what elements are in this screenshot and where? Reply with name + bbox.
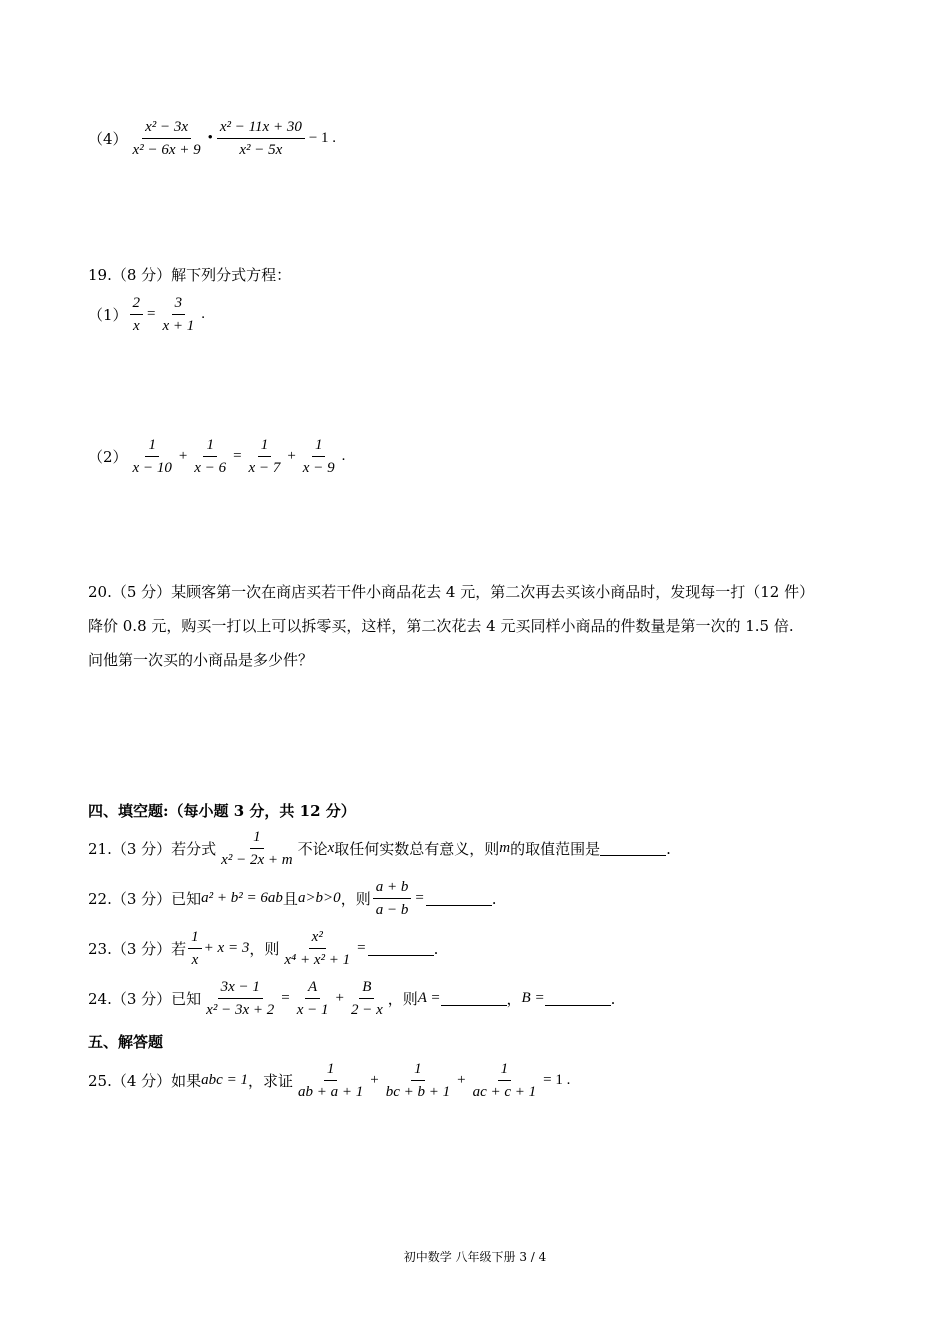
equals-sign: = bbox=[415, 890, 424, 906]
period: . bbox=[610, 989, 616, 1008]
answer-blank[interactable] bbox=[368, 941, 434, 956]
part-label: （1） bbox=[88, 306, 128, 324]
b-label: B = bbox=[521, 990, 545, 1006]
variable-m: m bbox=[499, 840, 511, 856]
q20-line-2: 降价 0.8 元，购买一打以上可以拆零买，这样，第二次花去 4 元买同样小商品的件数量是第一次的 1.5 倍. bbox=[88, 617, 794, 635]
denominator: x − 10 bbox=[132, 460, 172, 476]
question-text: ，求证 bbox=[247, 1072, 293, 1090]
plus-sign: + bbox=[335, 990, 344, 1006]
section-5-heading: 五、解答题 bbox=[88, 1033, 164, 1051]
numerator: 1 bbox=[145, 436, 159, 457]
fraction bbox=[130, 294, 144, 335]
equals-sign: = bbox=[357, 940, 366, 956]
denominator: ab + a + 1 bbox=[297, 1084, 364, 1100]
question-prefix: 23.（3 分）若 bbox=[88, 940, 187, 958]
section-4-heading: 四、填空题:（每小题 3 分，共 12 分） bbox=[88, 802, 356, 820]
numerator: x² − 3x bbox=[142, 118, 191, 139]
separator: ， bbox=[506, 990, 522, 1008]
denominator: x − 1 bbox=[296, 1002, 329, 1018]
question-text: 且 bbox=[282, 890, 298, 908]
numerator: 1 bbox=[324, 1060, 338, 1081]
fraction bbox=[130, 118, 204, 159]
denominator: x bbox=[191, 952, 199, 968]
plus-sign: + bbox=[178, 448, 188, 464]
question-text: ，则 bbox=[249, 940, 280, 958]
equals-sign: = bbox=[147, 306, 156, 322]
fraction bbox=[281, 928, 353, 969]
plus-sign: + bbox=[370, 1072, 379, 1088]
denominator: x − 6 bbox=[194, 460, 227, 476]
condition: a² + b² = 6ab bbox=[201, 890, 283, 906]
numerator: 3x − 1 bbox=[218, 978, 263, 999]
equals-sign: = bbox=[281, 990, 290, 1006]
numerator: 1 bbox=[258, 436, 272, 457]
numerator: B bbox=[359, 978, 374, 999]
denominator: 2 − x bbox=[350, 1002, 383, 1018]
denominator: x² − 6x + 9 bbox=[132, 142, 201, 158]
denominator: x² − 2x + m bbox=[221, 852, 293, 868]
numerator: 1 bbox=[250, 828, 264, 849]
numerator: x² bbox=[309, 928, 326, 949]
question-prefix: 22.（3 分）已知 bbox=[88, 890, 202, 908]
part-label: （2） bbox=[88, 448, 128, 466]
fraction bbox=[300, 436, 338, 477]
numerator: 1 bbox=[203, 436, 217, 457]
denominator: bc + b + 1 bbox=[385, 1084, 451, 1100]
plus-sign: + bbox=[287, 448, 296, 464]
fraction bbox=[217, 118, 305, 159]
period: . bbox=[201, 306, 206, 322]
fraction bbox=[373, 878, 412, 919]
question-text: 不论 bbox=[297, 840, 328, 858]
denominator: x − 7 bbox=[248, 460, 281, 476]
numerator: 2 bbox=[130, 294, 144, 315]
expression-tail: = 1 . bbox=[543, 1072, 571, 1088]
denominator: a − b bbox=[375, 902, 409, 918]
q19-title: 19.（8 分）解下列分式方程： bbox=[88, 266, 292, 284]
period: . bbox=[666, 839, 671, 858]
fraction bbox=[130, 436, 175, 477]
numerator: x² − 11x + 30 bbox=[217, 118, 305, 139]
condition: abc = 1 bbox=[201, 1072, 248, 1088]
equals-sign: = bbox=[233, 448, 242, 464]
q20-line-1: 20.（5 分）某顾客第一次在商店买若干件小商品花去 4 元，第二次再去买该小商品时，发现每一打（12 件） bbox=[88, 583, 815, 601]
fraction bbox=[294, 978, 332, 1019]
fraction bbox=[218, 828, 295, 869]
fraction bbox=[348, 978, 386, 1019]
period: . bbox=[341, 448, 346, 464]
q20-line-3: 问他第一次买的小商品是多少件？ bbox=[88, 651, 314, 669]
question-text: 的取值范围是 bbox=[510, 840, 601, 858]
q18-part4 bbox=[88, 118, 338, 159]
numerator: a + b bbox=[373, 878, 412, 899]
denominator: x bbox=[132, 318, 140, 334]
fraction bbox=[160, 294, 198, 335]
numerator: 1 bbox=[312, 436, 326, 457]
question-text: ，则 bbox=[340, 890, 371, 908]
q21 bbox=[88, 828, 671, 869]
fraction bbox=[470, 1060, 540, 1101]
page-footer: 初中数学 八年级下册 3 / 4 bbox=[403, 1250, 547, 1264]
part-label: （4） bbox=[88, 130, 128, 148]
answer-blank[interactable] bbox=[426, 891, 492, 906]
answer-blank[interactable] bbox=[600, 841, 666, 856]
question-prefix: 24.（3 分）已知 bbox=[88, 990, 202, 1008]
denominator: x² − 3x + 2 bbox=[206, 1002, 275, 1018]
fraction bbox=[295, 1060, 366, 1101]
condition: + x = 3 bbox=[203, 940, 250, 956]
q24 bbox=[88, 978, 615, 1019]
question-prefix: 25.（4 分）如果 bbox=[88, 1072, 202, 1090]
numerator: 1 bbox=[188, 928, 202, 949]
numerator: A bbox=[305, 978, 320, 999]
denominator: x − 9 bbox=[302, 460, 335, 476]
variable-x: x bbox=[327, 840, 335, 856]
numerator: 1 bbox=[498, 1060, 512, 1081]
answer-blank-b[interactable] bbox=[545, 991, 611, 1006]
condition: a>b>0 bbox=[297, 890, 341, 906]
fraction bbox=[191, 436, 229, 477]
denominator: ac + c + 1 bbox=[472, 1084, 537, 1100]
fraction bbox=[383, 1060, 453, 1101]
denominator: x⁴ + x² + 1 bbox=[284, 952, 351, 968]
fraction bbox=[188, 928, 202, 969]
denominator: x² − 5x bbox=[239, 142, 283, 158]
question-prefix: 21.（3 分）若分式 bbox=[88, 840, 217, 858]
q22 bbox=[88, 878, 497, 919]
q20-text bbox=[88, 575, 860, 677]
q19-part1 bbox=[88, 294, 207, 335]
multiply-dot: • bbox=[207, 130, 213, 146]
q23 bbox=[88, 928, 438, 969]
period: . bbox=[433, 939, 439, 958]
a-label: A = bbox=[417, 990, 441, 1006]
fraction bbox=[246, 436, 284, 477]
q25 bbox=[88, 1060, 572, 1101]
numerator: 3 bbox=[172, 294, 186, 315]
period: . bbox=[491, 889, 497, 908]
fraction bbox=[203, 978, 277, 1019]
denominator: x + 1 bbox=[162, 318, 195, 334]
answer-blank-a[interactable] bbox=[441, 991, 507, 1006]
expression-tail: − 1 . bbox=[308, 130, 337, 146]
numerator: 1 bbox=[411, 1060, 425, 1081]
plus-sign: + bbox=[457, 1072, 466, 1088]
q19-part2 bbox=[88, 436, 347, 477]
question-text: ，则 bbox=[387, 990, 418, 1008]
question-text: 取任何实数总有意义，则 bbox=[334, 840, 500, 858]
